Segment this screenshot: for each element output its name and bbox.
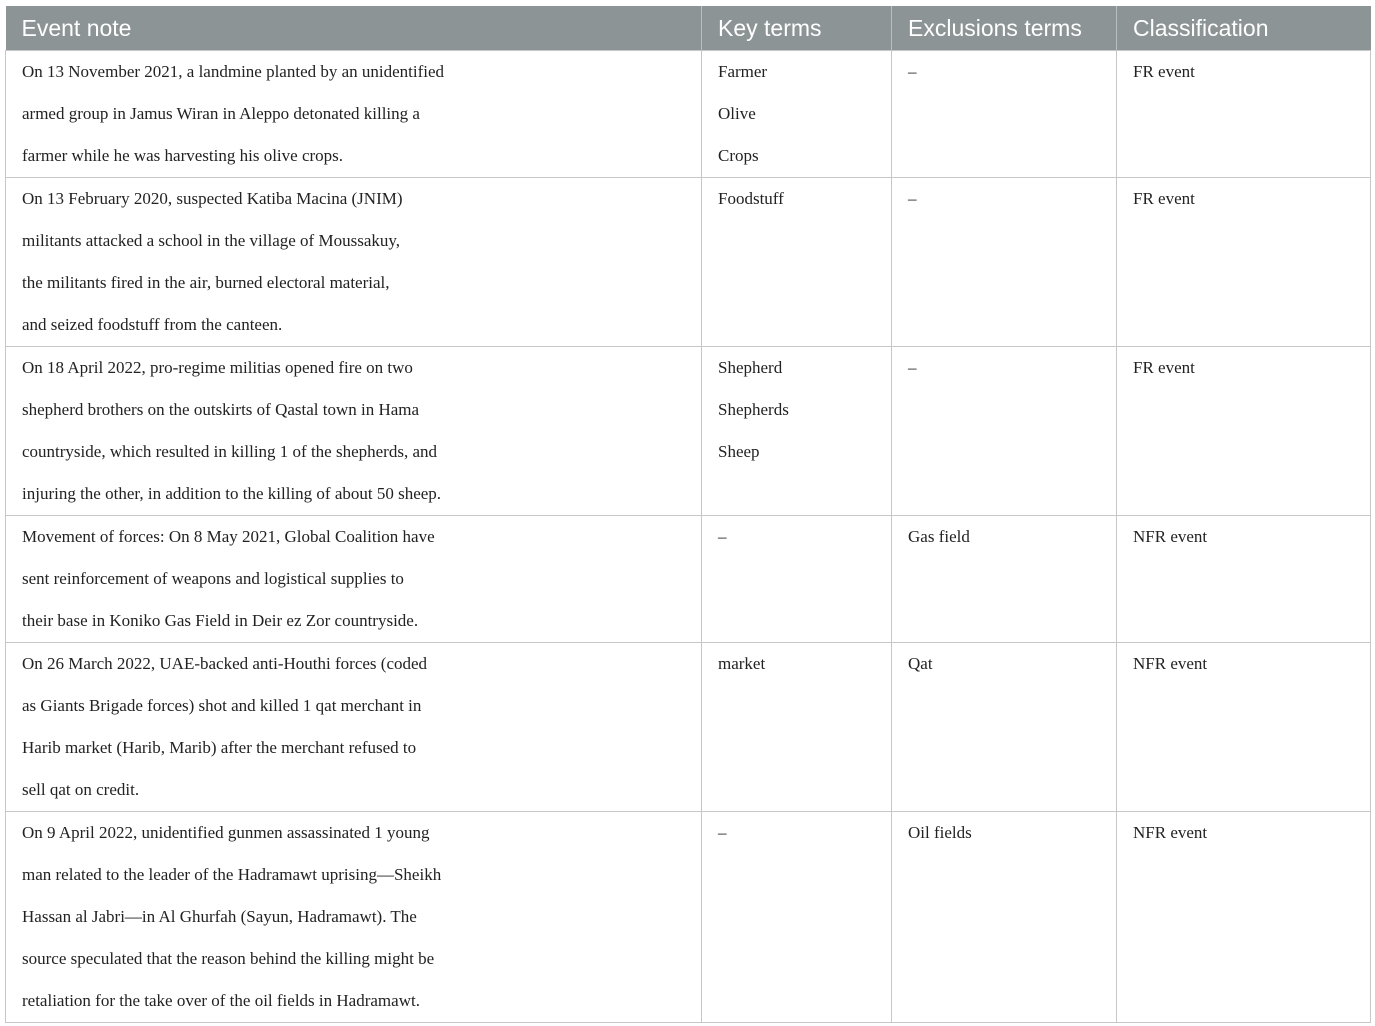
classification-cell: NFR event — [1117, 812, 1371, 1023]
event-note-cell — [6, 516, 702, 643]
exclusion-terms-cell-line: – — [908, 62, 917, 81]
key-terms-cell — [702, 812, 892, 1023]
key-terms-cell-line: Sheep — [718, 442, 760, 461]
event-note-cell-line: injuring the other, in addition to the killing of about 50 sheep. — [22, 484, 442, 503]
key-terms-cell-line: Shepherd — [718, 358, 783, 377]
event-note-cell-line: militants attacked a school in the village of Moussakuy, — [22, 231, 401, 250]
key-terms-cell — [702, 347, 892, 516]
table-row — [6, 643, 1371, 812]
event-note-cell-line: as Giants Brigade forces) shot and killed 1 qat merchant in — [22, 696, 422, 715]
key-terms-cell — [702, 643, 892, 812]
key-terms-cell-line: market — [718, 654, 766, 673]
event-note-cell-line: On 13 February 2020, suspected Katiba Macina (JNIM) — [22, 189, 403, 208]
key-terms-cell-line: – — [718, 823, 727, 842]
event-note-cell-line: Movement of forces: On 8 May 2021, Global Coalition have — [22, 527, 435, 546]
header-row — [6, 6, 1371, 51]
header-classification: Classification — [1117, 6, 1371, 51]
header-key-terms: Key terms — [702, 6, 892, 51]
key-terms-cell-line: – — [718, 527, 727, 546]
key-terms-cell-line: Olive — [718, 104, 756, 123]
table-row — [6, 347, 1371, 516]
event-note-cell-line: Harib market (Harib, Marib) after the merchant refused to — [22, 738, 417, 757]
exclusion-terms-cell — [892, 516, 1117, 643]
exclusion-terms-cell — [892, 347, 1117, 516]
event-note-cell-line: Hassan al Jabri—in Al Ghurfah (Sayun, Hadramawt). The — [22, 907, 417, 926]
event-note-cell-line: sell qat on credit. — [22, 780, 140, 799]
exclusion-terms-cell-line: – — [908, 358, 917, 377]
classification-cell: NFR event — [1117, 516, 1371, 643]
exclusion-terms-cell-line: – — [908, 189, 917, 208]
event-note-cell-line: retaliation for the take over of the oil fields in Hadramawt. — [22, 991, 420, 1010]
event-note-cell-line: shepherd brothers on the outskirts of Qastal town in Hama — [22, 400, 420, 419]
key-terms-cell — [702, 516, 892, 643]
table-row — [6, 812, 1371, 1023]
key-terms-cell-line: Crops — [718, 146, 759, 165]
classification-cell: FR event — [1117, 347, 1371, 516]
event-note-cell-line: On 9 April 2022, unidentified gunmen assassinated 1 young — [22, 823, 430, 842]
event-note-cell — [6, 347, 702, 516]
header-event-note: Event note — [6, 6, 702, 51]
event-note-cell-line: On 13 November 2021, a landmine planted by an unidentified — [22, 62, 445, 81]
event-note-cell-line: sent reinforcement of weapons and logistical supplies to — [22, 569, 404, 588]
exclusion-terms-cell-line: Gas field — [908, 527, 970, 546]
event-note-cell — [6, 51, 702, 178]
event-note-cell-line: armed group in Jamus Wiran in Aleppo detonated killing a — [22, 104, 420, 123]
key-terms-cell — [702, 51, 892, 178]
event-note-cell-line: and seized foodstuff from the canteen. — [22, 315, 283, 334]
event-note-cell-line: their base in Koniko Gas Field in Deir ez Zor countryside. — [22, 611, 419, 630]
key-terms-cell-line: Foodstuff — [718, 189, 784, 208]
classification-cell: FR event — [1117, 178, 1371, 347]
event-note-cell-line: source speculated that the reason behind the killing might be — [22, 949, 435, 968]
event-note-cell-line: countryside, which resulted in killing 1 of the shepherds, and — [22, 442, 437, 461]
event-note-cell-line: On 26 March 2022, UAE-backed anti-Houthi forces (coded — [22, 654, 428, 673]
classification-cell: FR event — [1117, 51, 1371, 178]
exclusion-terms-cell — [892, 178, 1117, 347]
event-note-cell — [6, 178, 702, 347]
event-note-cell-line: the militants fired in the air, burned electoral material, — [22, 273, 390, 292]
event-note-cell-line: farmer while he was harvesting his olive crops. — [22, 146, 344, 165]
exclusion-terms-cell — [892, 812, 1117, 1023]
exclusion-terms-cell-line: Qat — [908, 654, 933, 673]
event-note-cell-line: man related to the leader of the Hadramawt uprising—Sheikh — [22, 865, 442, 884]
exclusion-terms-cell — [892, 51, 1117, 178]
key-terms-cell-line: Farmer — [718, 62, 768, 81]
classification-table — [5, 6, 1371, 1023]
table-row — [6, 51, 1371, 178]
exclusion-terms-cell — [892, 643, 1117, 812]
key-terms-cell-line: Shepherds — [718, 400, 789, 419]
classification-cell: NFR event — [1117, 643, 1371, 812]
key-terms-cell — [702, 178, 892, 347]
event-note-cell — [6, 812, 702, 1023]
exclusion-terms-cell-line: Oil fields — [908, 823, 972, 842]
event-note-cell — [6, 643, 702, 812]
event-note-cell-line: On 18 April 2022, pro-regime militias opened fire on two — [22, 358, 413, 377]
table-row — [6, 178, 1371, 347]
header-exclusion-terms: Exclusions terms — [892, 6, 1117, 51]
table-row — [6, 516, 1371, 643]
